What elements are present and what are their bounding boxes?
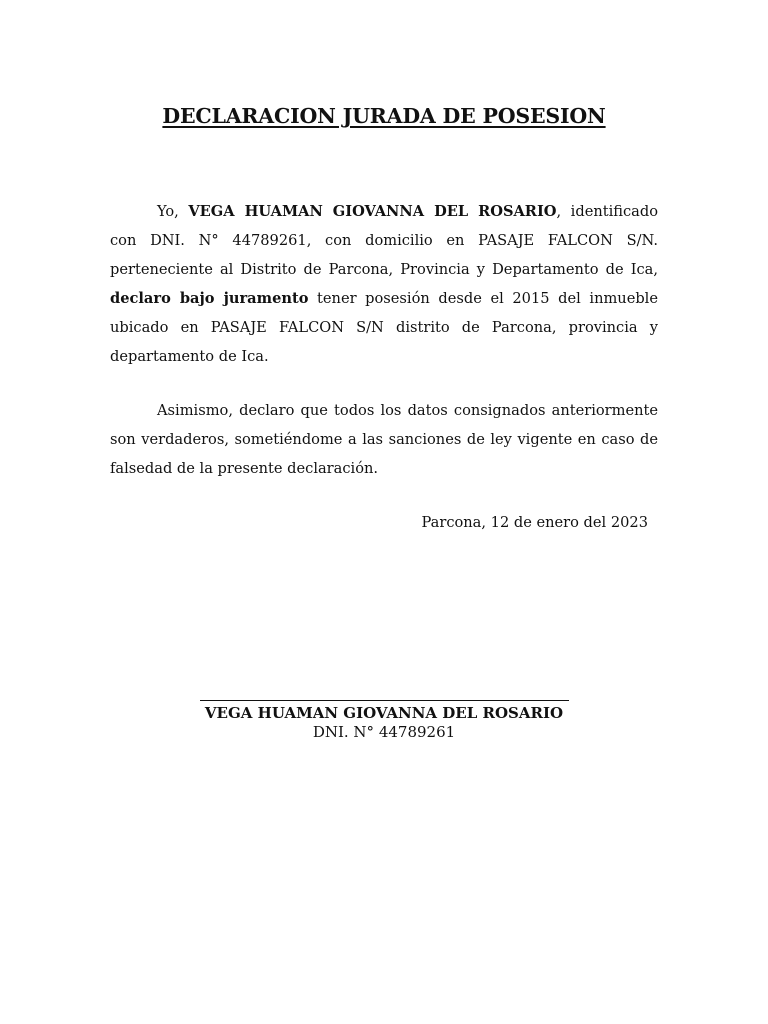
veracity-paragraph xyxy=(110,396,658,483)
declaration-paragraph xyxy=(110,197,658,371)
oath-phrase: declaro bajo juramento xyxy=(110,290,309,307)
signature-name: VEGA HUAMAN GIOVANNA DEL ROSARIO xyxy=(204,704,564,722)
place-date: Parcona, 12 de enero del 2023 xyxy=(421,514,648,531)
veracity-text: Asimismo, declaro que todos los datos consignados anteriormente son verdaderos, sometiéndome a las sanciones de ley vigente en caso de falsedad de la presente declaración. xyxy=(110,402,658,477)
intro-text: Yo, xyxy=(157,203,189,220)
document-title: DECLARACION JURADA DE POSESION xyxy=(162,104,606,128)
declaration-text-1: , identificado con DNI. N° 44789261, con domicilio en PASAJE FALCON S/N. perteneciente al Distrito de Parcona, Provincia y Departamento de Ica, xyxy=(110,203,658,278)
declaration-text-2: tener posesión desde el 2015 del inmueble ubicado en PASAJE FALCON S/N distrito de Parcona, provincia y departamento de Ica. xyxy=(110,290,658,365)
signature-line xyxy=(200,700,569,701)
signature-dni: DNI. N° 44789261 xyxy=(312,723,456,741)
declarant-name: VEGA HUAMAN GIOVANNA DEL ROSARIO xyxy=(188,203,557,220)
